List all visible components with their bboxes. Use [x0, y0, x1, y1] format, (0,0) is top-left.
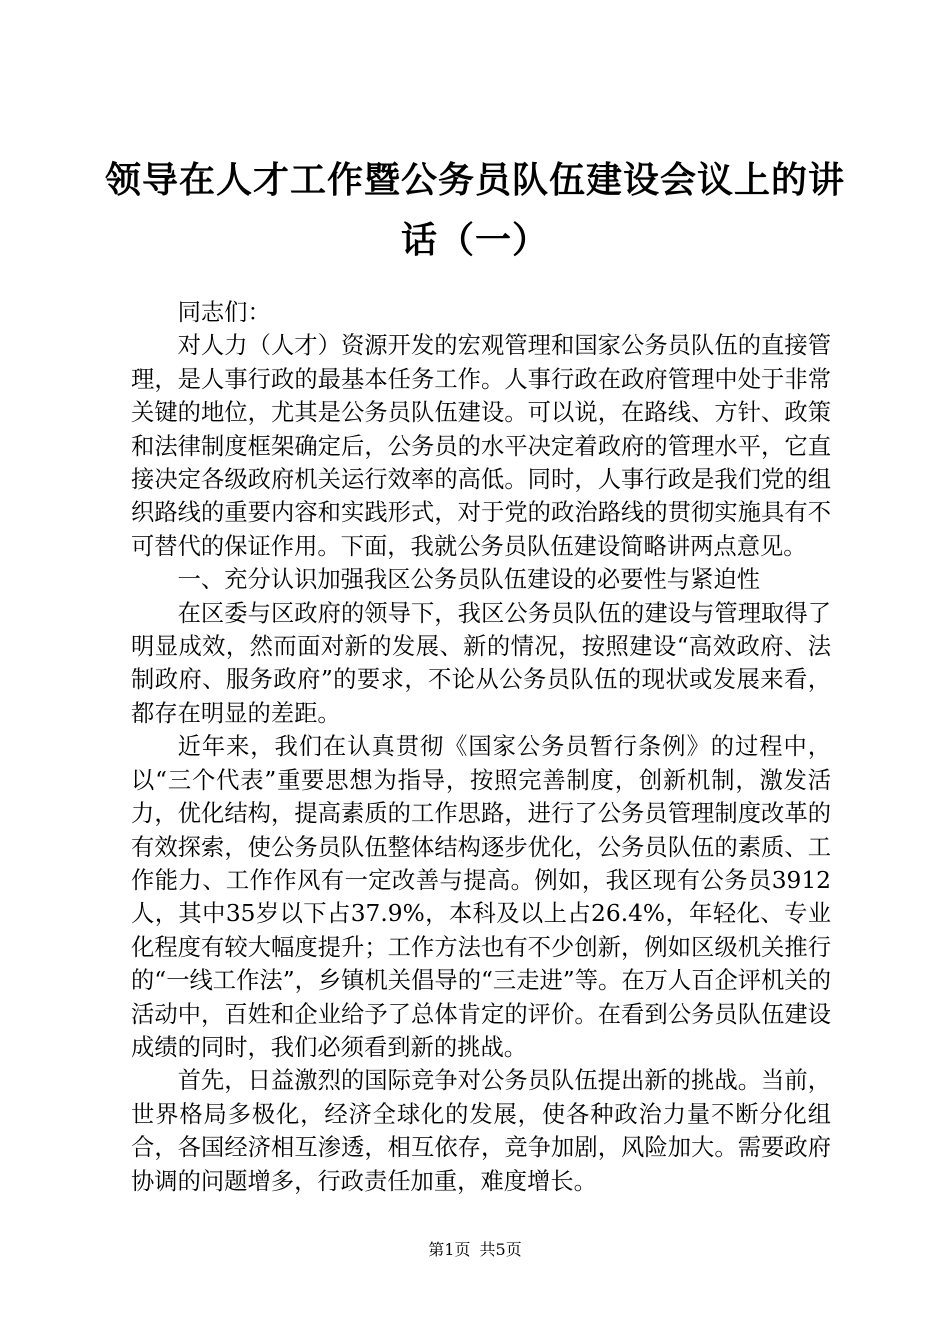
- page-number-current: 第1页: [428, 1240, 471, 1259]
- page-footer: [0, 1240, 950, 1260]
- paragraph: 首先，日益激烈的国际竞争对公务员队伍提出新的挑战。当前，世界格局多极化，经济全球化的发展，使各种政治力量不断分化组合，各国经济相互渗透，相互依存，竞争加剧，风险加大。需要政府协调的问题增多，行政责任加重，难度增长。: [131, 1067, 831, 1195]
- document-body: [131, 296, 831, 1198]
- paragraph: 在区委与区政府的领导下，我区公务员队伍的建设与管理取得了明显成效，然而面对新的发展、新的情况，按照建设“高效政府、法制政府、服务政府”的要求，不论从公务员队伍的现状或发展来看，都存在明显的差距。: [131, 599, 831, 727]
- paragraph: 对人力（人才）资源开发的宏观管理和国家公务员队伍的直接管理，是人事行政的最基本任务工作。人事行政在政府管理中处于非常关键的地位，尤其是公务员队伍建设。可以说，在路线、方针、政策和法律制度框架确定后，公务员的水平决定着政府的管理水平，它直接决定各级政府机关运行效率的高低。同时，人事行政是我们党的组织路线的重要内容和实践形式，对于党的政治路线的贯彻实施具有不可替代的保证作用。下面，我就公务员队伍建设简略讲两点意见。: [131, 332, 831, 560]
- section-heading: 一、充分认识加强我区公务员队伍建设的必要性与紧迫性: [177, 566, 761, 594]
- page-number-total: 共5页: [479, 1240, 522, 1259]
- paragraph: 近年来，我们在认真贯彻《国家公务员暂行条例》的过程中，以“三个代表”重要思想为指导，按照完善制度，创新机制，激发活力，优化结构，提高素质的工作思路，进行了公务员管理制度改革的有效探索，使公务员队伍整体结构逐步优化，公务员队伍的素质、工作能力、工作作风有一定改善与提高。例如，我区现有公务员3912人，其中35岁以下占37.9%，本科及以上占26.4%，年轻化、专业化程度有较大幅度提升；工作方法也有不少创新，例如区级机关推行的“一线工作法”，乡镇机关倡导的“三走进”等。在万人百企评机关的活动中，百姓和企业给予了总体肯定的评价。在看到公务员队伍建设成绩的同时，我们必须看到新的挑战。: [131, 733, 831, 1061]
- salutation: 同志们：: [177, 299, 271, 326]
- document-title-line2: 话（一）: [400, 219, 549, 261]
- document-title-line1: 领导在人才工作暨公务员队伍建设会议上的讲: [104, 159, 845, 201]
